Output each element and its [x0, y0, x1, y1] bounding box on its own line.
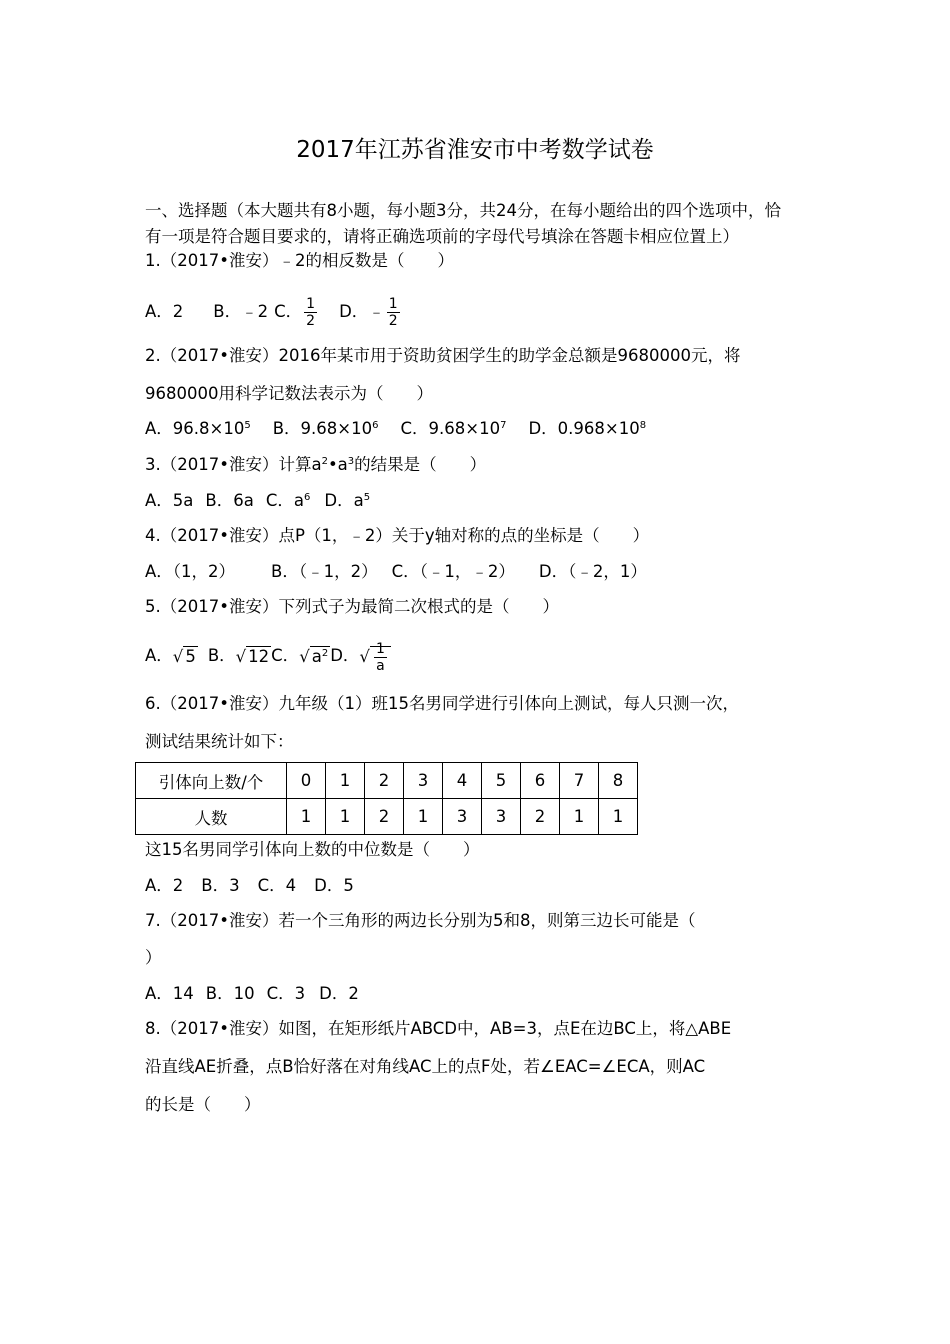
- option-d: D．: [330, 646, 360, 665]
- table-cell: 3: [482, 799, 521, 835]
- question-2-stem-line2: 9680000用科学记数法表示为（ ）: [145, 384, 433, 403]
- option-c: C．: [274, 302, 303, 321]
- option-d: D．$a^5$: [324, 491, 371, 510]
- section-instructions-line1: 一、选择题（本大题共有8小题，每小题3分，共24分，在每小题给出的四个选项中，恰: [145, 201, 781, 220]
- table-cell: 2: [365, 763, 404, 799]
- table-cell: 5: [482, 763, 521, 799]
- option-a: A．5a: [145, 491, 194, 510]
- question-6-stem-line2: 测试结果统计如下：: [145, 732, 294, 751]
- table-cell: 1: [560, 799, 599, 835]
- option-d: D．2: [319, 984, 359, 1003]
- question-7-stem-line2: ）: [145, 948, 162, 967]
- table-row: [136, 763, 638, 799]
- option-a: A．2: [145, 876, 184, 895]
- question-8-stem-line3: 的长是（ ）: [145, 1095, 261, 1114]
- question-6-options: [145, 875, 354, 897]
- fraction-one-half-negative: $\frac{1}{2}$: [388, 296, 398, 329]
- option-b: B．6a: [205, 491, 254, 510]
- table-cell: 1: [287, 799, 326, 835]
- page-title: 2017年江苏省淮安市中考数学试卷: [296, 137, 654, 163]
- table-cell: 8: [599, 763, 638, 799]
- option-a: A．: [145, 646, 173, 665]
- option-c: C．3: [266, 984, 306, 1003]
- table-cell: 0: [287, 763, 326, 799]
- option-c: C．（﹣1，﹣2）: [391, 562, 515, 581]
- option-c: C．$9.68\times 10^7$: [400, 419, 507, 438]
- table-cell: 2: [521, 799, 560, 835]
- table-cell: 7: [560, 763, 599, 799]
- sqrt-one-over-a: √ $\frac{1}{a}$: [359, 639, 390, 675]
- table-row: [136, 799, 638, 835]
- option-b: B．$9.68\times 10^6$: [272, 419, 379, 438]
- table-cell: 1: [404, 799, 443, 835]
- question-3-options: [145, 490, 370, 512]
- option-b: B．: [207, 646, 236, 665]
- option-d: D．5: [314, 876, 354, 895]
- option-a: A．（1，2）: [145, 562, 236, 581]
- option-d: D．﹣: [339, 302, 385, 321]
- question-1-options: [145, 296, 402, 329]
- table-cell: 3: [443, 799, 482, 835]
- question-7-options: [145, 983, 359, 1005]
- option-a: A．14: [145, 984, 194, 1003]
- question-8-stem-line2: 沿直线AE折叠，点B恰好落在对角线AC上的点F处，若∠EAC=∠ECA，则AC: [145, 1057, 706, 1076]
- table-cell: 6: [521, 763, 560, 799]
- table-cell: 1: [326, 763, 365, 799]
- question-6-stem-line1: 6.（2017•淮安）九年级（1）班15名男同学进行引体向上测试，每人只测一次，: [145, 694, 739, 713]
- option-b: B．（﹣1，2）: [271, 562, 378, 581]
- table-cell: 2: [365, 799, 404, 835]
- option-c: C．$a^6$: [265, 491, 311, 510]
- question-7-stem-line1: 7.（2017•淮安）若一个三角形的两边长分别为5和8，则第三边长可能是（: [145, 911, 696, 930]
- row-header-pullups: 引体向上数/个: [136, 763, 287, 799]
- fraction-one-half: $\frac{1}{2}$: [306, 296, 316, 329]
- question-1-stem: 1.（2017•淮安）﹣2的相反数是（ ）: [145, 251, 454, 270]
- pullup-statistics-table: [135, 762, 638, 835]
- question-4-stem: 4.（2017•淮安）点P（1，﹣2）关于y轴对称的点的坐标是（ ）: [145, 526, 650, 545]
- question-3-stem: 3.（2017•淮安）计算$a^2•a^3$的结果是（ ）: [145, 455, 487, 474]
- sqrt-a-squared: √ $a^2$: [299, 646, 329, 666]
- question-5-options: [145, 638, 391, 675]
- option-d: D．$0.968\times 10^8$: [528, 419, 647, 438]
- row-header-count: 人数: [136, 799, 287, 835]
- option-c: C．4: [257, 876, 297, 895]
- sqrt-12: √ 12: [235, 646, 270, 666]
- table-cell: 3: [404, 763, 443, 799]
- question-6-after-table: 这15名男同学引体向上数的中位数是（ ）: [145, 840, 480, 859]
- table-cell: 4: [443, 763, 482, 799]
- option-b: B．﹣2: [213, 302, 269, 321]
- question-8-stem-line1: 8.（2017•淮安）如图，在矩形纸片ABCD中，AB=3，点E在边BC上，将△ABE: [145, 1019, 732, 1038]
- question-5-stem: 5.（2017•淮安）下列式子为最简二次根式的是（ ）: [145, 597, 559, 616]
- sqrt-5: √ 5: [172, 646, 196, 666]
- table-cell: 1: [326, 799, 365, 835]
- option-a: A．$96.8\times 10^5$: [145, 419, 251, 438]
- option-b: B．10: [205, 984, 255, 1003]
- option-d: D．（﹣2，1）: [538, 562, 647, 581]
- section-instructions-line2: 有一项是符合题目要求的，请将正确选项前的字母代号填涂在答题卡相应位置上）: [145, 227, 739, 246]
- option-a: A．2: [145, 302, 184, 321]
- option-c: C．: [271, 646, 300, 665]
- option-b: B．3: [201, 876, 240, 895]
- question-2-options: [145, 418, 646, 440]
- question-4-options: [145, 561, 647, 583]
- table-cell: 1: [599, 799, 638, 835]
- question-2-stem-line1: 2.（2017•淮安）2016年某市用于资助贫困学生的助学金总额是9680000元，将: [145, 346, 741, 365]
